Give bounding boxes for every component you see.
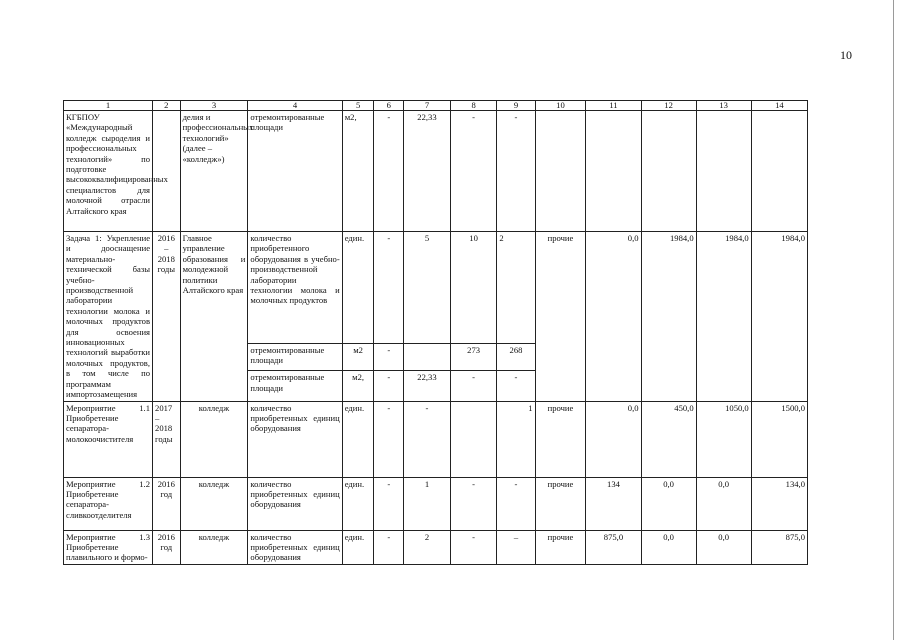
header-cell: 8	[450, 101, 497, 111]
amount-cell: 1984,0	[751, 232, 807, 402]
amount-cell: 1984,0	[696, 232, 751, 402]
value-cell: -	[374, 232, 404, 344]
amount-cell: 1984,0	[641, 232, 696, 402]
executor-cell: колледж	[180, 401, 248, 477]
amount-cell: 875,0	[586, 530, 641, 564]
amount-cell: 1500,0	[751, 401, 807, 477]
amount-cell: 0,0	[586, 401, 641, 477]
amount-cell: 450,0	[641, 401, 696, 477]
executor-cell: колледж	[180, 477, 248, 530]
value-cell: 1	[404, 477, 451, 530]
value-cell: -	[374, 477, 404, 530]
period-cell: 2016 – 2018 годы	[153, 232, 181, 402]
amount-cell: 0,0	[641, 530, 696, 564]
value-cell: -	[374, 343, 404, 370]
amount-cell	[696, 111, 751, 232]
header-cell: 4	[248, 101, 342, 111]
period-cell	[153, 111, 181, 232]
value-cell: -	[450, 371, 497, 401]
value-cell: -	[374, 401, 404, 477]
header-cell: 7	[404, 101, 451, 111]
value-cell: 10	[450, 232, 497, 344]
period-cell: 2016 год	[153, 477, 181, 530]
value-cell: 2	[404, 530, 451, 564]
header-cell: 5	[342, 101, 374, 111]
indicator-cell: количество приобретенных единиц оборудования	[248, 401, 342, 477]
value-cell: -	[374, 371, 404, 401]
value-cell: -	[404, 401, 451, 477]
indicator-cell: количество приобретенных единиц оборудования	[248, 477, 342, 530]
measure-cell: Мероприятие 1.1 Приобретение сепаратора-молокоочистителя	[64, 401, 153, 477]
value-cell: 268	[497, 343, 535, 370]
value-cell: 1	[497, 401, 535, 477]
table-row	[64, 401, 808, 477]
unit-cell: м2	[342, 343, 374, 370]
value-cell: 5	[404, 232, 451, 344]
amount-cell: 0,0	[586, 232, 641, 402]
table-row	[64, 530, 808, 564]
value-cell: –	[497, 530, 535, 564]
amount-cell: 134,0	[751, 477, 807, 530]
unit-cell: м2,	[342, 111, 374, 232]
source-cell: прочие	[535, 232, 586, 402]
task-cell: Задача 1: Укрепление и дооснащение материально-технической базы учебно-производственной лаборатории технологии молока и молочных продуктов для освоения инновационных технологий выработки молочных продуктов, в том числе по программам импортозамещения	[64, 232, 153, 402]
source-cell: прочие	[535, 530, 586, 564]
header-cell: 12	[641, 101, 696, 111]
table-row	[64, 232, 808, 344]
program-table	[63, 100, 808, 565]
unit-cell: един.	[342, 401, 374, 477]
indicator-cell: отремонтированные площади	[248, 371, 342, 401]
unit-cell: един.	[342, 477, 374, 530]
header-cell: 13	[696, 101, 751, 111]
amount-cell	[586, 111, 641, 232]
header-cell: 3	[180, 101, 248, 111]
value-cell: -	[450, 111, 497, 232]
value-cell	[450, 401, 497, 477]
source-cell: прочие	[535, 477, 586, 530]
value-cell: -	[374, 111, 404, 232]
value-cell: -	[497, 111, 535, 232]
value-cell	[404, 343, 451, 370]
unit-cell: м2,	[342, 371, 374, 401]
header-row	[64, 101, 808, 111]
source-cell: прочие	[535, 401, 586, 477]
header-cell: 11	[586, 101, 641, 111]
indicator-cell: отремонтированные площади	[248, 343, 342, 370]
header-cell: 1	[64, 101, 153, 111]
amount-cell	[751, 111, 807, 232]
unit-cell: един.	[342, 232, 374, 344]
amount-cell: 875,0	[751, 530, 807, 564]
value-cell: 2	[497, 232, 535, 344]
period-cell: 2017 – 2018 годы	[153, 401, 181, 477]
header-cell: 10	[535, 101, 586, 111]
header-cell: 14	[751, 101, 807, 111]
indicator-cell: количество приобретенных единиц оборудования	[248, 530, 342, 564]
amount-cell: 134	[586, 477, 641, 530]
table-row	[64, 111, 808, 232]
value-cell: 273	[450, 343, 497, 370]
value-cell: -	[497, 371, 535, 401]
executor-cell: Главное управление образования и молодежной политики Алтайского края	[180, 232, 248, 402]
amount-cell	[641, 111, 696, 232]
source-cell	[535, 111, 586, 232]
amount-cell: 0,0	[696, 530, 751, 564]
value-cell: -	[450, 530, 497, 564]
unit-cell: един.	[342, 530, 374, 564]
value-cell: -	[450, 477, 497, 530]
indicator-cell: количество приобретенного оборудования в учебно-производственной лаборатории технологии молока и молочных продуктов	[248, 232, 342, 344]
value-cell: -	[497, 477, 535, 530]
executor-cell: делия и профессиональных технологий» (далее – «колледж»)	[180, 111, 248, 232]
value-cell: 22,33	[404, 371, 451, 401]
amount-cell: 0,0	[696, 477, 751, 530]
header-cell: 2	[153, 101, 181, 111]
table-row	[64, 477, 808, 530]
header-cell: 6	[374, 101, 404, 111]
page-number: 10	[840, 48, 852, 62]
amount-cell: 1050,0	[696, 401, 751, 477]
measure-cell: Мероприятие 1.2 Приобретение сепаратора-сливкоотделителя	[64, 477, 153, 530]
organization-cell: КГБПОУ «Международный колледж сыроделия и профессиональных технологий» по подготовке высококвалифицированных специалистов для молочной отрасли Алтайского края	[64, 111, 153, 232]
value-cell: -	[374, 530, 404, 564]
scan-edge-line	[893, 0, 894, 640]
measure-cell: Мероприятие 1.3 Приобретение плавильного и формо-	[64, 530, 153, 564]
period-cell: 2016 год	[153, 530, 181, 564]
executor-cell: колледж	[180, 530, 248, 564]
indicator-cell: отремонтированные площади	[248, 111, 342, 232]
value-cell: 22,33	[404, 111, 451, 232]
amount-cell: 0,0	[641, 477, 696, 530]
header-cell: 9	[497, 101, 535, 111]
